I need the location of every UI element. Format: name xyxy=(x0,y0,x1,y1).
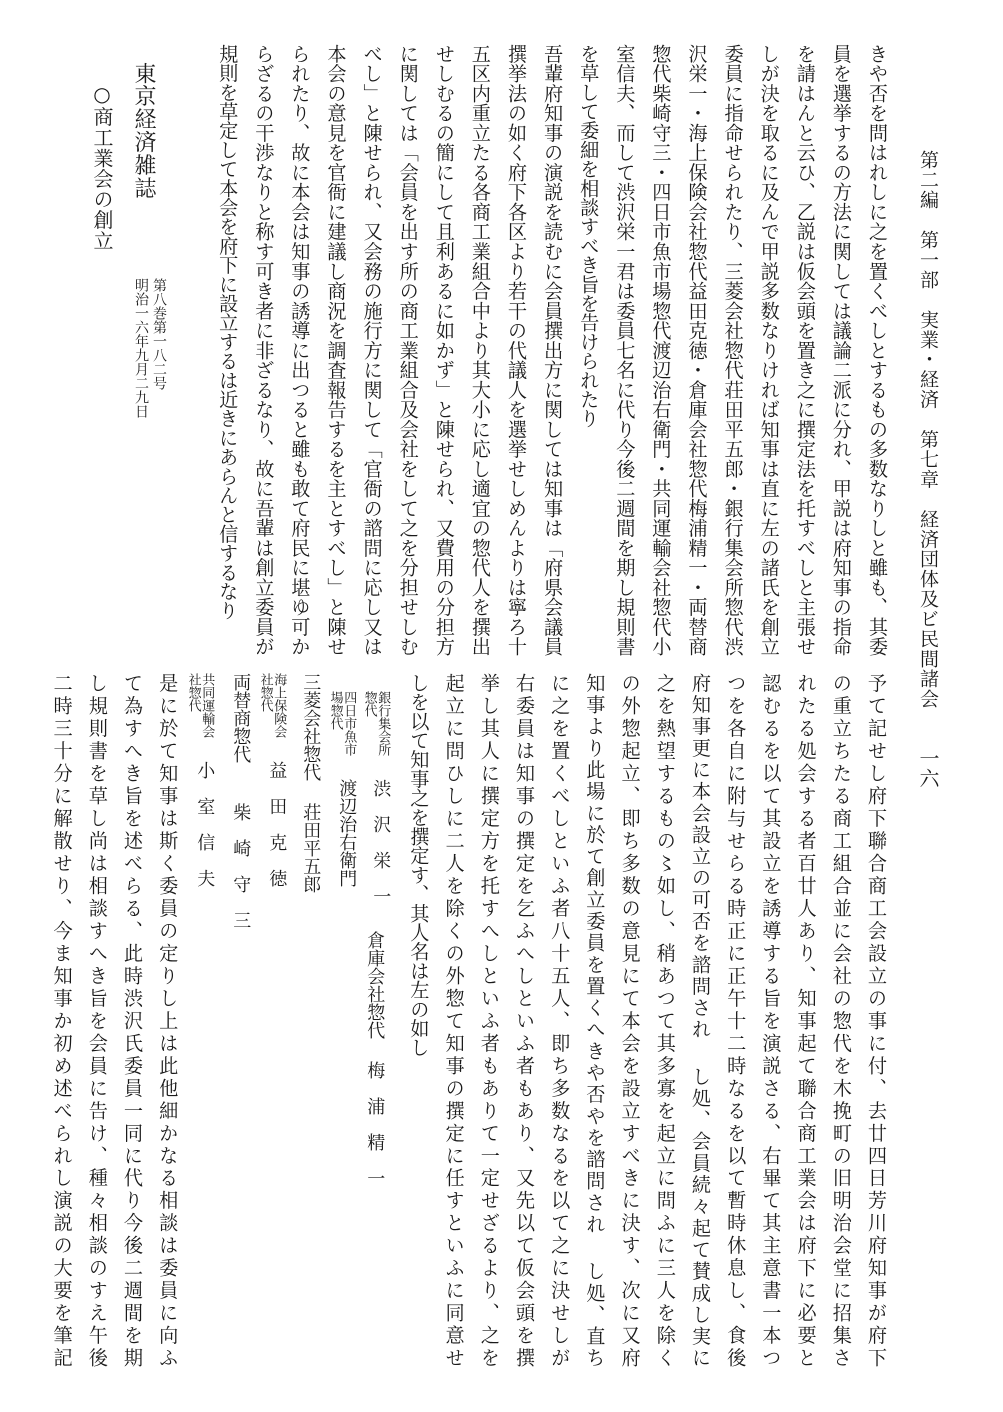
roster-org: 共同運輸会社惣代 xyxy=(185,673,215,738)
roster-name: 荘田平五郎 xyxy=(300,803,322,893)
text-line: つを各自に附与せらる時正に正午十二時なるを以て暫時休息し、食後 xyxy=(724,673,748,1367)
roster-org: 三菱会社惣代 xyxy=(300,673,322,781)
text-line: 委員に指命せられたり、三菱会社惣代荘田平五郎・銀行集会所惣代渋 xyxy=(721,44,745,656)
roster-org: 四日市魚市場惣代 xyxy=(327,691,357,756)
text-line: 予て記せし府下聯合商工会設立の事に付、去廿四日芳川府知事が府下 xyxy=(865,673,888,1367)
page-number: 一六 xyxy=(916,748,940,788)
text-line: られたり、故に本会は知事の誘導に出つると雖も敢て府民に堪ゆ可か xyxy=(288,44,312,656)
text-line: 府知事更に本会設立の可否を諮問され し処、会員続々起て賛成し実に xyxy=(689,673,712,1367)
roster-name: 渡辺治右衛門 xyxy=(336,779,358,887)
text-line: 之を熱望するもの〻如し、稍あつて其多寡を起立に問ふに三人を除く xyxy=(653,673,677,1367)
text-line: の外惣起立、即ち多数の意見にて本会を設立すべきに決す、次に又府 xyxy=(618,673,642,1367)
source-title: 東京経済雑誌 xyxy=(131,62,156,200)
text-line: 二時三十分に解散せり、今ま知事か初め述べられし演説の大要を筆記 xyxy=(50,673,74,1367)
text-line: の重立ちたる商工組合並に会社の惣代を木挽町の旧明治会堂に招集さ xyxy=(829,673,853,1367)
text-line: しを以て知事之を撰定す、其人名は左の如し xyxy=(407,673,431,1057)
roster-name: 柴 崎 守 三 xyxy=(230,803,252,929)
text-line: れたる処会する者百廿人あり、知事起て聯合商工業会は府下に必要と xyxy=(794,673,818,1367)
upper-text-block xyxy=(181,44,887,656)
text-line: を草して委細を相談すべき旨を告けられたり xyxy=(577,44,601,428)
text-line: 規則を草定して本会を府下に設立するは近きにあらんと信するなり xyxy=(216,44,240,620)
roster-org: 銀行集会所惣代 xyxy=(361,691,391,756)
text-line: 挙し其人に撰定方を托すへしといふ者もありて一定せざるより、之を xyxy=(477,673,501,1367)
roster-org: 倉庫会社惣代 xyxy=(364,931,386,1039)
text-line: らざるの干渉なりと称す可き者に非ざるなり、故に吾輩は創立委員が xyxy=(252,44,276,656)
text-line: を請はんと云ひ、乙説は仮会頭を置き之に撰定法を托すべしと主張せ xyxy=(793,44,817,656)
text-line: 沢栄一・海上保険会社惣代益田克徳・倉庫会社惣代梅浦精一・両替商 xyxy=(685,44,709,656)
article-heading: ○商工業会の創立 xyxy=(90,82,114,251)
text-line: 右委員は知事の撰定を乞ふへしといふ者もあり、又先以て仮会頭を撰 xyxy=(513,673,536,1367)
text-line: 吾輩府知事の演説を読むに会員撰出方に関しては知事は「府県会議員 xyxy=(541,44,565,656)
source-date: 明治一六年九月二九日 xyxy=(133,278,149,418)
text-line: し規則書を草し尚は相談すへき旨を会員に告け、種々相談のすえ午後 xyxy=(85,673,109,1367)
lower-text-block xyxy=(50,673,888,1367)
text-line: 惣代柴崎守三・四日市魚市場惣代渡辺治右衛門・共同運輸会社惣代小 xyxy=(649,44,673,656)
text-line: 撰挙法の如く府下各区より若干の代議人を選挙せしめんよりは寧ろ十 xyxy=(505,44,528,656)
roster-org: 両替商惣代 xyxy=(230,673,252,763)
text-line: に関しては「会員を出す所の商工業組合及会社をして之を分担せしむ xyxy=(396,44,420,656)
text-line: 本会の意見を官衙に建議し商況を調査報告するを主とすべし」と陳せ xyxy=(324,44,348,656)
text-line: 員を選挙するの方法に関しては議論二派に分れ、甲説は府知事の指命 xyxy=(829,44,853,656)
text-line: 知事より此場に於て創立委員を置くへきや否やを諮問され し処、直ち xyxy=(583,673,607,1367)
text-line: きや否を問はれしに之を置くべしとするもの多数なりしと雖も、其委 xyxy=(866,44,889,656)
roster-name: 梅 浦 精 一 xyxy=(364,1061,386,1187)
running-header: 第二編 第一部 実業・経済 第七章 経済団体及ビ民間諸会 xyxy=(917,150,939,709)
text-line: に之を置くべしといふ者八十五人、即ち多数なるを以て之に決せしが xyxy=(548,673,572,1367)
text-line: 認むるを以て其設立を誘導する旨を演説さる、右畢て其主意書一本つ xyxy=(759,673,783,1367)
text-line: 室信夫、而して渋沢栄一君は委員七名に代り今後二週間を期し規則書 xyxy=(613,44,637,656)
text-line: て為すへき旨を述べらる、此時渋沢氏委員一同に代り今後二週間を期 xyxy=(121,673,144,1367)
roster-org: 海上保険会社惣代 xyxy=(257,673,287,738)
text-line: せしむるの簡にして且利あるに如かず」と陳せられ、又費用の分担方 xyxy=(432,44,456,656)
text-line: しが決を取るに及んで甲説多数なりければ知事は直に左の諸氏を創立 xyxy=(757,44,781,656)
roster-name: 小 室 信 夫 xyxy=(194,761,216,887)
roster-name: 益 田 克 徳 xyxy=(266,761,288,887)
text-line: 起立に問ひしに二人を除くの外惣て知事の撰定に任すといふに同意せ xyxy=(442,673,466,1367)
text-line: 是に於て知事は斯く委員の定りし上は此他細かなる相談は委員に向ふ xyxy=(156,673,180,1367)
text-line: 五区内重立たる各商工業組合中より其大小に応し適宜の惣代人を撰出 xyxy=(468,44,492,656)
source-volume: 第八巻第一八二号 xyxy=(151,278,167,390)
roster-name: 渋 沢 栄 一 xyxy=(370,779,392,905)
text-line: べし」と陳せられ、又会務の施行方に関して「官衙の諮問に応し又は xyxy=(360,44,384,656)
